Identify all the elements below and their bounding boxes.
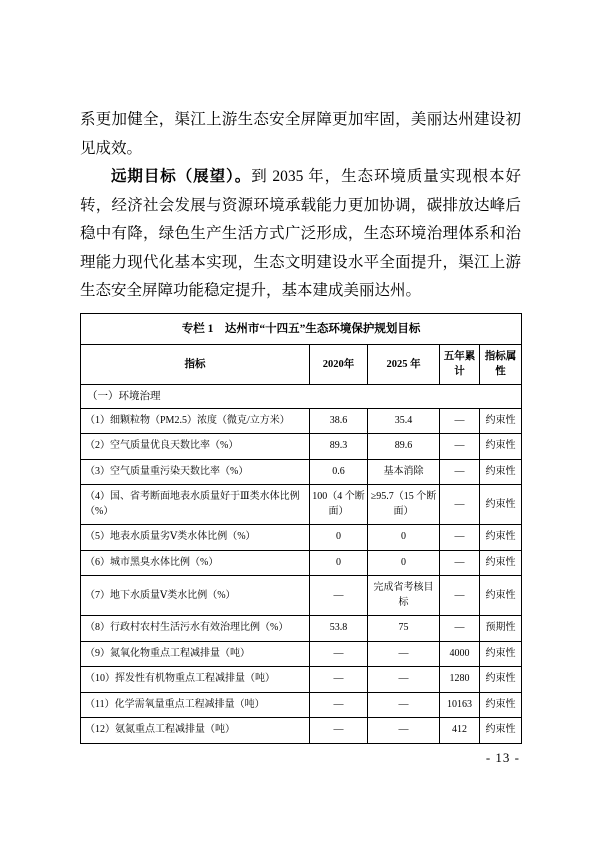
five-year-cell: — xyxy=(440,485,480,525)
value-2020-cell: — xyxy=(310,667,368,693)
attribute-cell: 约束性 xyxy=(480,459,522,485)
five-year-cell: 4000 xyxy=(440,641,480,667)
table-title: 专栏 1 达州市“十四五”生态环境保护规划目标 xyxy=(81,313,522,345)
table-row xyxy=(81,525,522,551)
attribute-cell: 约束性 xyxy=(480,667,522,693)
indicator-cell: （4）国、省考断面地表水质量好于Ⅲ类水体比例（%） xyxy=(81,485,310,525)
five-year-cell: — xyxy=(440,525,480,551)
value-2025-cell: — xyxy=(368,718,440,744)
indicator-cell: （2）空气质量优良天数比率（%） xyxy=(81,434,310,460)
attribute-cell: 约束性 xyxy=(480,692,522,718)
paragraph-lead-bold: 远期目标（展望）。 xyxy=(111,168,252,185)
value-2025-cell: ≥95.7（15 个断面） xyxy=(368,485,440,525)
table-row xyxy=(81,550,522,576)
five-year-cell: — xyxy=(440,459,480,485)
header-indicator: 指标 xyxy=(81,345,310,384)
value-2025-cell: — xyxy=(368,667,440,693)
value-2025-cell: 75 xyxy=(368,616,440,642)
attribute-cell: 约束性 xyxy=(480,434,522,460)
value-2020-cell: — xyxy=(310,692,368,718)
value-2025-cell: 89.6 xyxy=(368,434,440,460)
value-2025-cell: 35.4 xyxy=(368,408,440,434)
value-2020-cell: 38.6 xyxy=(310,408,368,434)
value-2025-cell: 0 xyxy=(368,525,440,551)
indicator-cell: （12）氨氮重点工程减排量（吨） xyxy=(81,718,310,744)
table-row xyxy=(81,692,522,718)
table-row xyxy=(81,667,522,693)
indicator-cell: （10）挥发性有机物重点工程减排量（吨） xyxy=(81,667,310,693)
section-label: （一）环境治理 xyxy=(81,384,522,408)
attribute-cell: 约束性 xyxy=(480,525,522,551)
plan-goals-table xyxy=(80,313,522,744)
attribute-cell: 约束性 xyxy=(480,576,522,616)
table-row xyxy=(81,485,522,525)
five-year-cell: — xyxy=(440,616,480,642)
five-year-cell: 10163 xyxy=(440,692,480,718)
table-body xyxy=(81,408,522,743)
value-2020-cell: — xyxy=(310,576,368,616)
indicator-cell: （1）细颗粒物（PM2.5）浓度（微克/立方米） xyxy=(81,408,310,434)
five-year-cell: 412 xyxy=(440,718,480,744)
attribute-cell: 约束性 xyxy=(480,408,522,434)
value-2025-cell: — xyxy=(368,641,440,667)
value-2020-cell: — xyxy=(310,718,368,744)
value-2020-cell: 0 xyxy=(310,525,368,551)
table-row xyxy=(81,616,522,642)
five-year-cell: — xyxy=(440,408,480,434)
attribute-cell: 约束性 xyxy=(480,718,522,744)
five-year-cell: — xyxy=(440,576,480,616)
indicator-cell: （8）行政村农村生活污水有效治理比例（%） xyxy=(81,616,310,642)
table-row xyxy=(81,459,522,485)
paragraph-body-text: 到 2035 年，生态环境质量实现根本好转，经济社会发展与资源环境承载能力更加协调，碳排放达峰后稳中有降，绿色生产生活方式广泛形成，生态环境治理体系和治理能力现代化基本实现，生态文明建设水平全面提升，渠江上游生态安全屏障功能稳定提升，基本建成美丽达州。 xyxy=(80,168,521,299)
five-year-cell: — xyxy=(440,434,480,460)
header-2020: 2020年 xyxy=(310,345,368,384)
indicator-cell: （5）地表水质量劣Ⅴ类水体比例（%） xyxy=(81,525,310,551)
value-2020-cell: 53.8 xyxy=(310,616,368,642)
value-2025-cell: 基本消除 xyxy=(368,459,440,485)
attribute-cell: 约束性 xyxy=(480,485,522,525)
table-row xyxy=(81,408,522,434)
table-title-row xyxy=(81,313,522,345)
paragraph-continuation: 系更加健全，渠江上游生态安全屏障更加牢固，美丽达州建设初见成效。 xyxy=(80,111,521,157)
header-indicator-attribute: 指标属性 xyxy=(480,345,522,384)
attribute-cell: 约束性 xyxy=(480,641,522,667)
indicator-cell: （7）地下水质量Ⅴ类水比例（%） xyxy=(81,576,310,616)
table-row xyxy=(81,718,522,744)
table-row xyxy=(81,576,522,616)
indicator-cell: （3）空气质量重污染天数比率（%） xyxy=(81,459,310,485)
five-year-cell: — xyxy=(440,550,480,576)
table-header-row xyxy=(81,345,522,384)
header-2025: 2025 年 xyxy=(368,345,440,384)
table-section-row xyxy=(81,384,522,408)
value-2025-cell: — xyxy=(368,692,440,718)
indicator-cell: （9）氮氧化物重点工程减排量（吨） xyxy=(81,641,310,667)
five-year-cell: 1280 xyxy=(440,667,480,693)
page-number: - 13 - xyxy=(485,750,520,765)
value-2025-cell: 0 xyxy=(368,550,440,576)
table-row xyxy=(81,641,522,667)
value-2020-cell: 0.6 xyxy=(310,459,368,485)
value-2020-cell: — xyxy=(310,641,368,667)
paragraph-longterm-goal xyxy=(80,163,521,306)
indicator-cell: （6）城市黑臭水体比例（%） xyxy=(81,550,310,576)
value-2020-cell: 100（4 个断面） xyxy=(310,485,368,525)
indicator-cell: （11）化学需氧量重点工程减排量（吨） xyxy=(81,692,310,718)
value-2020-cell: 0 xyxy=(310,550,368,576)
header-five-year-total: 五年累计 xyxy=(440,345,480,384)
table-row xyxy=(81,434,522,460)
attribute-cell: 约束性 xyxy=(480,550,522,576)
value-2025-cell: 完成省考核目标 xyxy=(368,576,440,616)
attribute-cell: 预期性 xyxy=(480,616,522,642)
value-2020-cell: 89.3 xyxy=(310,434,368,460)
